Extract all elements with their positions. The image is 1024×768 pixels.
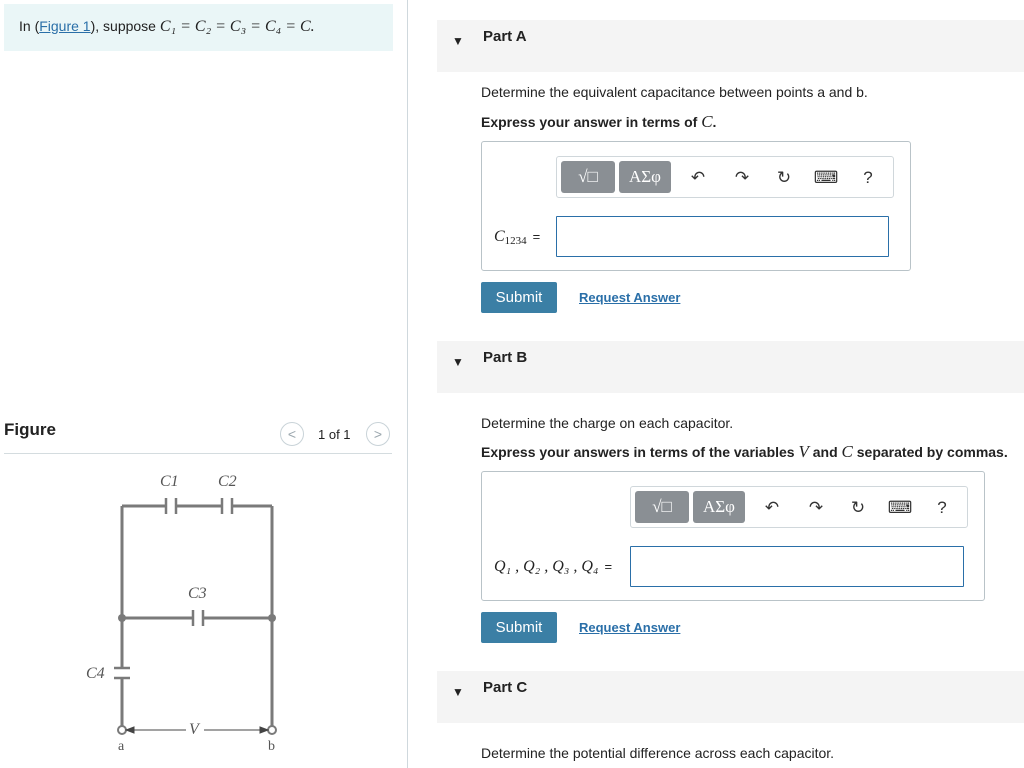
- templates-icon: √□: [652, 497, 672, 516]
- figure-pager: 1 of 1: [318, 427, 351, 442]
- voltage-label: V: [189, 721, 199, 738]
- part-a-instr-var: C: [701, 112, 713, 131]
- part-a-label-sub: 1234: [504, 235, 527, 247]
- figure-title: Figure: [4, 420, 56, 439]
- c1-label: C1: [160, 473, 179, 490]
- help-icon[interactable]: ?: [937, 498, 947, 517]
- part-b-prompt: Determine the charge on each capacitor.: [481, 415, 734, 431]
- caret-down-icon[interactable]: ▼: [452, 355, 464, 369]
- part-b-instr-text3: separated by commas.: [852, 444, 1008, 460]
- c4-label: C4: [86, 665, 105, 682]
- part-b-instr-var1: V: [798, 442, 809, 461]
- undo-icon[interactable]: ↶: [764, 498, 780, 517]
- problem-prefix: In (: [19, 18, 40, 34]
- chevron-left-icon[interactable]: <: [280, 422, 304, 446]
- templates-button[interactable]: [635, 491, 689, 523]
- symbols-icon: ΑΣφ: [703, 497, 735, 516]
- keyboard-icon[interactable]: ⌨: [887, 498, 913, 517]
- circuit-diagram: [80, 462, 300, 762]
- problem-math: C₁ = C₂ = C₃ = C₄ = C.: [159, 18, 315, 35]
- part-a-label-var: C: [494, 228, 505, 245]
- reset-icon[interactable]: ↻: [850, 498, 866, 517]
- part-b-submit-button[interactable]: Submit: [481, 612, 557, 643]
- figure-link[interactable]: Figure 1: [39, 18, 91, 34]
- pane-divider: [407, 0, 408, 768]
- redo-icon[interactable]: ↷: [734, 168, 750, 187]
- part-c-title: Part C: [483, 679, 528, 696]
- symbols-button[interactable]: [619, 161, 671, 193]
- undo-icon[interactable]: ↶: [690, 168, 706, 187]
- part-a-toolbar: [556, 156, 894, 198]
- part-a-label-eq: =: [532, 229, 541, 244]
- part-b-instr-var2: C: [841, 442, 853, 461]
- part-a-answer-input[interactable]: [556, 216, 889, 257]
- part-a-instr-text: Express your answer in terms of: [481, 114, 702, 130]
- part-a-instr-end: .: [712, 114, 717, 130]
- caret-down-icon[interactable]: ▼: [452, 34, 464, 48]
- part-b-label-text: Q₁ , Q₂ , Q₃ , Q₄: [494, 558, 599, 575]
- c2-label: C2: [218, 473, 237, 490]
- part-a-answer-label: [494, 228, 540, 247]
- templates-button[interactable]: [561, 161, 615, 193]
- help-icon[interactable]: ?: [863, 168, 873, 187]
- redo-icon[interactable]: ↷: [808, 498, 824, 517]
- problem-suffix: ), suppose: [90, 18, 160, 34]
- part-b-answer-box: [481, 471, 985, 601]
- part-b-toolbar: [630, 486, 968, 528]
- part-a-instructions: [481, 112, 716, 132]
- part-b-instructions: [481, 442, 1008, 462]
- part-a-request-answer-link[interactable]: Request Answer: [579, 290, 681, 305]
- point-a-label: a: [118, 739, 125, 754]
- symbols-icon: ΑΣφ: [629, 167, 661, 186]
- templates-icon: √□: [578, 167, 598, 186]
- reset-icon[interactable]: ↻: [776, 168, 792, 187]
- part-b-title: Part B: [483, 349, 528, 366]
- problem-statement: [4, 4, 393, 51]
- part-b-instr-text2: and: [808, 444, 842, 460]
- part-b-instr-text1: Express your answers in terms of the variables: [481, 444, 799, 460]
- part-c-header[interactable]: [437, 671, 1024, 723]
- part-c-prompt: Determine the potential difference across each capacitor.: [481, 745, 835, 761]
- part-a-header[interactable]: [437, 20, 1024, 72]
- part-b-answer-label: [494, 558, 612, 576]
- c3-label: C3: [188, 585, 207, 602]
- part-a-submit-button[interactable]: Submit: [481, 282, 557, 313]
- symbols-button[interactable]: [693, 491, 745, 523]
- part-b-answer-input[interactable]: [630, 546, 964, 587]
- part-a-answer-box: [481, 141, 911, 271]
- part-a-title: Part A: [483, 28, 527, 45]
- figure-divider: [4, 453, 392, 454]
- keyboard-icon[interactable]: ⌨: [813, 168, 839, 187]
- part-b-header[interactable]: [437, 341, 1024, 393]
- part-a-prompt: Determine the equivalent capacitance between points a and b.: [481, 84, 868, 100]
- point-b-label: b: [268, 739, 275, 754]
- part-b-request-answer-link[interactable]: Request Answer: [579, 620, 681, 635]
- caret-down-icon[interactable]: ▼: [452, 685, 464, 699]
- part-b-label-eq: =: [604, 559, 613, 574]
- chevron-right-icon[interactable]: >: [366, 422, 390, 446]
